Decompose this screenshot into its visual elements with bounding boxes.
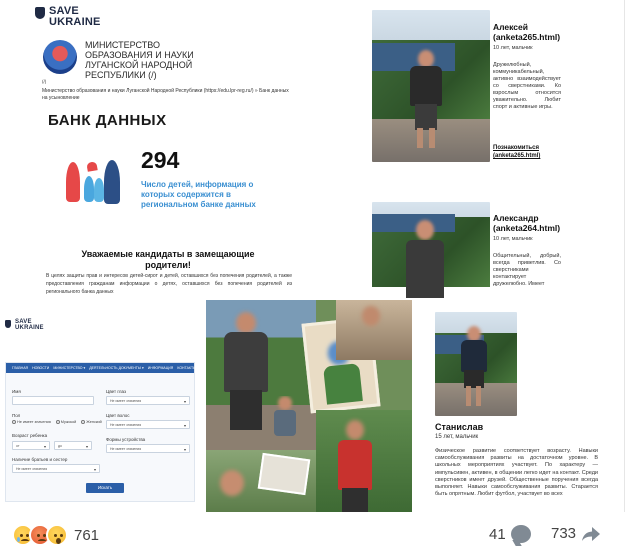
ministry-line: ОБРАЗОВАНИЯ И НАУКИ bbox=[85, 50, 194, 60]
children-count: 294 bbox=[141, 147, 180, 173]
ministry-line: РЕСПУБЛИКИ (/) bbox=[85, 70, 157, 80]
logo-line-1: SAVE bbox=[15, 319, 32, 325]
save-ukraine-logo bbox=[5, 319, 44, 331]
ministry-line: ЛУГАНСКОЙ НАРОДНОЙ bbox=[85, 60, 193, 70]
logo-line-2: UKRAINE bbox=[49, 16, 101, 28]
meet-link[interactable]: Познакомиться (anketa265.html) bbox=[493, 145, 541, 159]
profile-name[interactable]: Станислав bbox=[435, 422, 484, 432]
shares-count: 733 bbox=[551, 525, 577, 542]
siblings-select[interactable]: Не имеет значения ▾ bbox=[12, 464, 100, 473]
profile-photo-alexey bbox=[372, 10, 490, 162]
ministry-line: МИНИСТЕРСТВО bbox=[85, 40, 160, 50]
profile-photo-stanislav bbox=[435, 312, 517, 416]
ministry-header bbox=[43, 40, 194, 80]
hair-color-select[interactable]: Не имеет значения ▾ bbox=[106, 420, 190, 429]
reactions-count: 761 bbox=[74, 526, 100, 544]
age-to-input[interactable]: до ▾ bbox=[54, 441, 92, 450]
greeting-heading: Уважаемые кандидаты в замещающие родители! bbox=[81, 249, 255, 270]
age-label: Возраст ребенка bbox=[12, 433, 48, 438]
breadcrumb: Министерство образования и науки Луганской Народной Республики (https://edu.lpr-reg.ru/) » Банк данных на усыновление bbox=[42, 88, 289, 101]
hair-color-label: Цвет волос bbox=[106, 413, 130, 418]
nav-item[interactable]: ИНФОРМАЦИЯ bbox=[147, 366, 174, 370]
nav-item[interactable]: ДЕЯТЕЛЬНОСТЬ ДОКУМЕНТЫ ▾ bbox=[89, 366, 144, 370]
nav-item[interactable]: КОНТАКТЫ bbox=[177, 366, 197, 370]
shield-icon bbox=[35, 7, 45, 19]
child-profiles bbox=[370, 5, 570, 298]
shield-icon bbox=[5, 320, 11, 328]
profile-description: Общительный, добрый, всегда приветлив. Со сверстниками контактирует дружелюбно. Имеет bbox=[493, 253, 561, 287]
collage-photo bbox=[316, 410, 412, 512]
share-icon bbox=[581, 526, 601, 542]
nav-item[interactable]: МИНИСТЕРСТВО ▾ bbox=[53, 366, 86, 370]
profile-age: 10 лет, мальчик bbox=[493, 45, 533, 51]
profile-photo-alexander bbox=[372, 202, 490, 298]
gender-option[interactable]: Не имеет значения bbox=[12, 420, 51, 424]
ministry-title bbox=[85, 40, 194, 80]
placement-label: Формы устройства bbox=[106, 437, 146, 442]
profile-description: Физическое развитие соответствует возрасту. Навыки самообслуживания развиты на достаточном уровне. В школьных мероприятиях участвует. По характеру — импульсивен, активен, в общении легко идет на контакт. Среди сверстников имеет друзей. Общественные поручения всегда выполняет. Навыки самообслуживания развиты. Старается быть опрятным. Любит футбол, участвует во всех bbox=[435, 448, 598, 498]
eye-color-select[interactable]: Не имеет значения ▾ bbox=[106, 396, 190, 405]
search-form bbox=[5, 362, 195, 502]
reactions-summary[interactable] bbox=[12, 524, 99, 546]
profile-stanislav bbox=[422, 300, 604, 512]
collage-photo bbox=[266, 396, 302, 452]
name-input[interactable] bbox=[12, 396, 94, 405]
gender-option[interactable]: Мужской bbox=[56, 420, 77, 424]
post-footer bbox=[0, 512, 625, 557]
shares-button[interactable] bbox=[551, 525, 601, 542]
name-label: Имя bbox=[12, 389, 21, 394]
age-from-input[interactable]: от ▾ bbox=[12, 441, 50, 450]
ministry-emblem-icon bbox=[43, 40, 77, 74]
siblings-label: Наличие братьев и сестер bbox=[12, 457, 68, 462]
nav-item[interactable]: НОВОСТИ bbox=[32, 366, 50, 370]
nav-item[interactable]: ГЛАВНАЯ bbox=[12, 366, 29, 370]
data-bank-document bbox=[28, 0, 294, 298]
comments-count: 41 bbox=[489, 525, 506, 543]
profile-name[interactable]: Александр (anketa264.html) bbox=[493, 213, 561, 233]
comments-button[interactable] bbox=[489, 525, 531, 543]
collage-photo bbox=[206, 450, 316, 512]
profile-age: 15 лет, мальчик bbox=[435, 434, 479, 440]
comment-icon bbox=[511, 525, 531, 543]
intro-paragraph: В целях защиты прав и интересов детей-сирот и детей, оставшихся без попечения родителей, а также предоставления гражданам информации о детях, оставшихся без попечения родителей из регионального банка данных bbox=[46, 273, 292, 295]
profile-name[interactable]: Алексей (anketa265.html) bbox=[493, 22, 561, 42]
logo-line-2: UKRAINE bbox=[15, 325, 44, 331]
search-button[interactable]: Искать bbox=[86, 483, 124, 493]
gender-label: Пол bbox=[12, 413, 21, 418]
search-form-panel bbox=[0, 300, 203, 512]
logo-line-1: SAVE bbox=[49, 5, 79, 17]
site-navbar bbox=[6, 363, 197, 373]
profile-description: Дружелюбный, коммуникабельный, активно взаимодействует со сверстниками. Ко взрослым относится уважительно. Любит спорт и активные игры. bbox=[493, 62, 561, 110]
children-photo-collage bbox=[206, 300, 412, 512]
page-title: БАНК ДАННЫХ bbox=[48, 112, 167, 129]
save-ukraine-logo bbox=[35, 6, 101, 28]
children-count-description: Число детей, информация о которых содержится в региональном банке данных bbox=[141, 180, 256, 209]
family-icon bbox=[64, 158, 126, 208]
gender-radio-group[interactable] bbox=[12, 420, 102, 424]
placement-select[interactable]: Не имеет значения ▾ bbox=[106, 444, 190, 453]
surprised-face-icon bbox=[46, 524, 68, 546]
gender-option[interactable]: Женский bbox=[81, 420, 101, 424]
home-link-note: (/) bbox=[42, 79, 47, 84]
profile-age: 10 лет, мальчик bbox=[493, 236, 533, 242]
collage-photo bbox=[336, 300, 412, 360]
eye-color-label: Цвет глаз bbox=[106, 389, 127, 394]
